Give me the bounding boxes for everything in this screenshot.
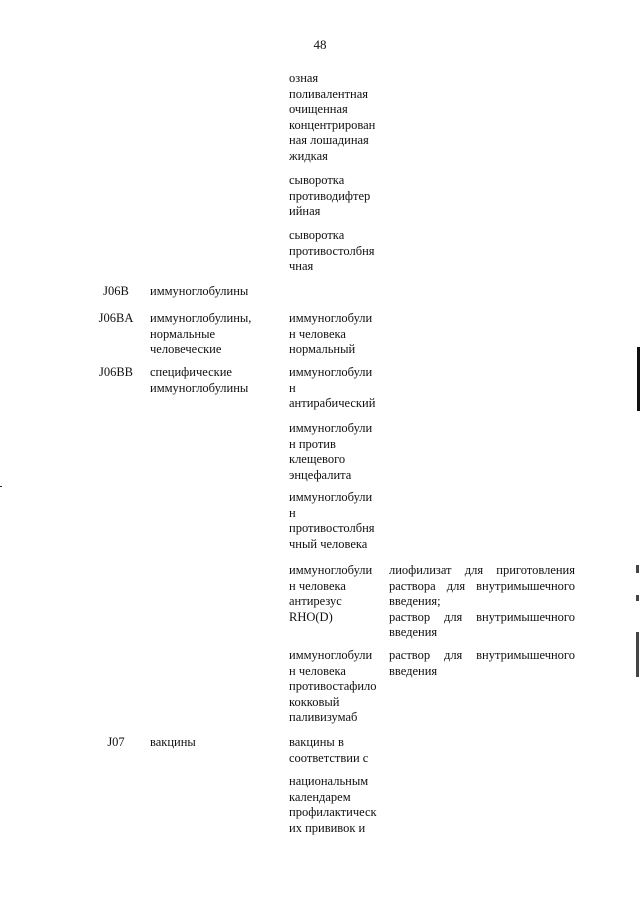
substance-line: сыворотка	[289, 173, 345, 187]
substance-line: очищенная	[289, 102, 348, 117]
substance-line: иммуноглобули	[289, 563, 373, 577]
substance-line: профилактическ	[289, 805, 377, 820]
page-number: 48	[313, 37, 327, 52]
dosage-form-word: введения	[389, 663, 438, 678]
substance-line: антирезус	[289, 594, 342, 609]
substance-line: паливизумаб	[289, 710, 358, 725]
substance-line: противостолбня	[289, 521, 375, 536]
dosage-form-word: введения	[389, 625, 438, 640]
substance-line: н	[289, 505, 296, 520]
substance-line: энцефалита	[289, 467, 352, 482]
substance-line: н против	[289, 436, 336, 451]
substance-line: календарем	[289, 789, 351, 804]
dosage-form-word: раствор	[389, 609, 431, 624]
substance-line: озная	[289, 71, 319, 85]
dosage-form-word: раствора	[389, 578, 436, 593]
substance-line: концентрирован	[289, 117, 376, 132]
substance-line: н человека	[289, 578, 346, 593]
substance-line: сыворотка	[289, 228, 345, 242]
group-name-line: иммуноглобулины,	[150, 311, 252, 325]
dosage-form-word: для	[443, 609, 463, 624]
dosage-form-word: раствор	[389, 648, 431, 662]
substance-line: поливалентная	[289, 86, 369, 101]
dosage-form-word: введения;	[389, 594, 441, 609]
substance-line: иммуноглобули	[289, 490, 373, 504]
dosage-form	[389, 563, 575, 641]
substance-line: кокковый	[289, 694, 340, 709]
substance-line: соответствии с	[289, 750, 369, 765]
substance-line: н человека	[289, 663, 346, 678]
substance-line: ийная	[289, 204, 321, 219]
substance-line: противостафило	[289, 679, 377, 694]
substance-line: чный человека	[289, 536, 368, 551]
dosage-form-word: внутримышечного	[476, 609, 575, 624]
atc-code: J07	[107, 735, 125, 749]
dosage-form-word: внутримышечного	[476, 578, 575, 593]
scan-margin-mark	[636, 565, 639, 573]
group-name-line: вакцины	[150, 735, 196, 749]
dosage-form-word: приготовления	[496, 563, 575, 577]
substance-line: антирабический	[289, 396, 376, 411]
substance-line: иммуноглобули	[289, 421, 373, 435]
scan-margin-mark	[636, 595, 639, 601]
substance-line: чная	[289, 259, 314, 274]
substance-line: нормальный	[289, 342, 356, 357]
group-name-line: нормальные	[150, 326, 216, 341]
dosage-form-word: для	[443, 648, 463, 662]
substance-line: иммуноглобули	[289, 311, 373, 325]
substance-line: ная лошадиная	[289, 133, 369, 148]
substance-line: иммуноглобули	[289, 648, 373, 662]
group-name-line: специфические	[150, 365, 232, 379]
substance-line: жидкая	[289, 149, 328, 163]
substance-line: н человека	[289, 326, 346, 341]
substance-line: RHO(D)	[289, 609, 333, 624]
dosage-form	[389, 648, 575, 679]
scan-margin-mark	[636, 632, 639, 677]
dosage-form-word: внутримышечного	[476, 648, 575, 662]
atc-code: J06BB	[98, 365, 134, 379]
substance-line: национальным	[289, 774, 369, 788]
scan-edge-mark	[0, 486, 2, 487]
substance-line: противостолбня	[289, 243, 375, 258]
atc-code: J06B	[103, 284, 129, 298]
group-name-line: иммуноглобулины	[150, 380, 249, 395]
substance-line: иммуноглобули	[289, 365, 373, 379]
dosage-form-word: для	[464, 563, 484, 577]
group-name-line: иммуноглобулины	[150, 284, 249, 298]
atc-code: J06BA	[98, 311, 134, 325]
substance-line: клещевого	[289, 452, 346, 467]
substance-line: противодифтер	[289, 188, 371, 203]
dosage-form-word: лиофилизат	[389, 563, 452, 577]
substance-line: н	[289, 380, 296, 395]
dosage-form-word: для	[446, 578, 466, 593]
substance-line: их прививок и	[289, 820, 366, 835]
substance-line: вакцины в	[289, 735, 344, 749]
group-name-line: человеческие	[150, 342, 222, 357]
